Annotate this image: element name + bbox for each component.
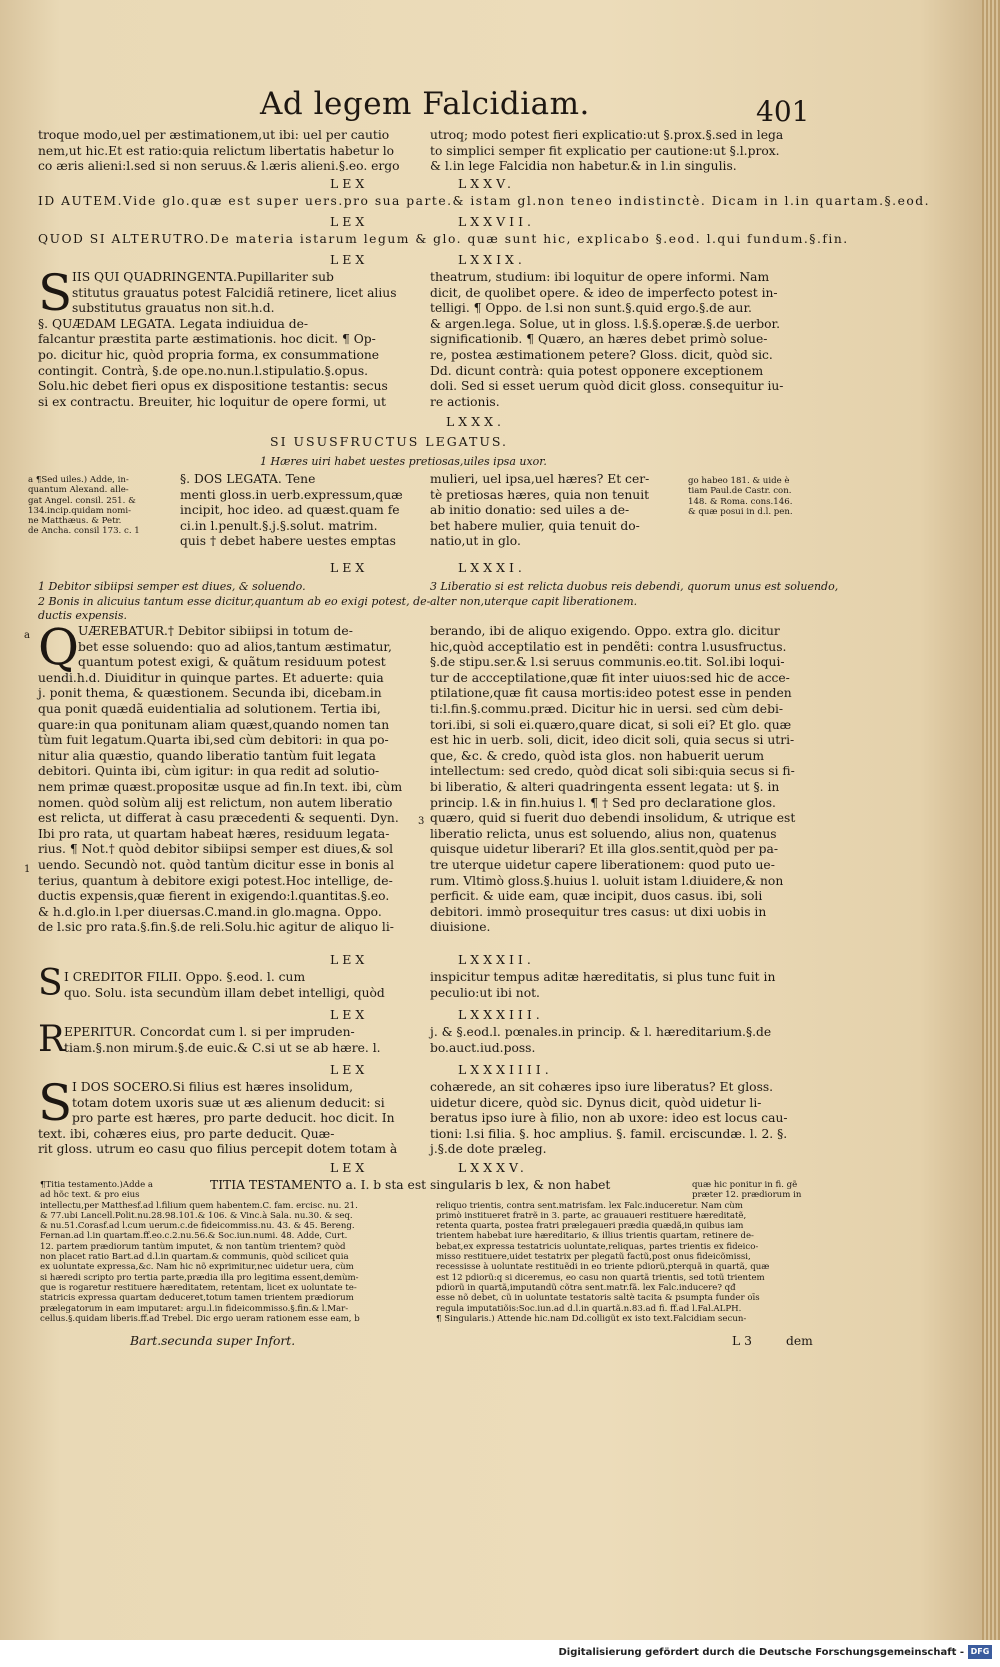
margin-numbers (24, 862, 36, 878)
text-line: tioni: l.si filia. §. hoc amplius. §. famil. erciscundæ. l. 2. §. (430, 1126, 788, 1141)
text-line: tur de accceptilatione,quæ fit inter uiuos:sed hic de acce- (430, 670, 790, 685)
footnote-line: si hæredi scripto pro tertia parte,prædia illa pro legitima essent,demùm- (40, 1272, 359, 1283)
text-line: debitori. Quinta ibi, cùm igitur: in qua redit ad solutio- (38, 764, 380, 779)
summary-left (38, 580, 431, 624)
intro-left (38, 128, 420, 175)
lex-80-col2 (430, 472, 675, 550)
lex-81-left (38, 618, 420, 936)
text-line: cohærede, an sit cohæres ipso iure liberatus? Et gloss. (430, 1080, 774, 1094)
footnote-line: primò institueret fratrẽ in 3. parte, ac grauaueri restituere hæreditatẽ, (436, 1210, 747, 1221)
text-line: §. DOS LEGATA. Tene (180, 472, 316, 486)
text-line: L 3 (732, 1334, 752, 1348)
text-line: tre uterque uidetur capere liberationem: quod puto ue- (430, 857, 775, 872)
text-line: de Ancha. consil 173. c. 1 (28, 526, 140, 537)
text-line: nem,ut hic.Et est ratio:quia relictum libertatis habetur lo (38, 143, 395, 158)
footnote-line: quæ hic ponitur in fi. gẽ (692, 1180, 798, 1190)
text-line: re actionis. (430, 394, 500, 409)
text-line: gat Angel. consil. 251. & (28, 495, 136, 506)
text-line: EPERITUR. Concordat cum l. si per impruden- (64, 1025, 355, 1039)
text-line: UÆREBATUR.† Debitor sibiipsi in totum de- (78, 624, 353, 638)
footnote-line: bebat,ex expressa testatricis uoluntate,reliquas, partes trientis ex fideico- (436, 1241, 759, 1252)
lex-number: LXXXV. (458, 1160, 528, 1175)
footer-credit: Digitalisierung gefördert durch die Deutsche Forschungsgemeinschaft - (558, 1647, 964, 1658)
footnote-line: non placet ratio Bart.ad d.l.in quartam.& communis, quòd scilicet quia (40, 1252, 349, 1263)
page-edge (982, 0, 1000, 1640)
text-line: nomen. quòd solùm alij est relictum, non autem liberatio (38, 795, 393, 810)
footnote-line: regula imputatiõis:Soc.iun.ad d.l.in quartã.n.83.ad fi. ff.ad l.Fal.ALPH. (436, 1303, 742, 1314)
text-line: tiam.§.non mirum.§.de euic.& C.si ut se ab hære. l. (64, 1040, 381, 1055)
text-line: theatrum, studium: ibi loquitur de opere informi. Nam (430, 270, 770, 284)
text-line: substitutus grauatus non sit.h.d. (72, 301, 275, 316)
text-line: utroq; modo potest fieri explicatio:ut §.prox.§.sed in lega (430, 128, 784, 142)
lex-80-col1 (180, 472, 420, 550)
text-line: doli. Sed si esset uerum quòd dicit gloss. consequitur iu- (430, 379, 784, 394)
text-line: menti gloss.in uerb.expressum,quæ (180, 487, 403, 502)
text-line: rum. Vltimò gloss.§.huius l. uoluit istam l.diuidere,& non (430, 873, 784, 888)
footnote-line: ¶ Singularis.) Attende hic.nam Dd.colligũt ex isto text.Falcidiam secun- (436, 1313, 747, 1324)
text-line: & quæ posui in d.l. pen. (688, 506, 793, 517)
text-line: dem (786, 1334, 813, 1348)
footnote-line: prælegatorum in eam imputaret: argu.l.in fideicommisso.§.fin.& l.Mar- (40, 1303, 349, 1314)
text-line: ci.in l.penult.§.j.§.solut. matrim. (180, 518, 378, 533)
text-line: Ibi pro rata, ut quartam habeat hæres, residuum legata- (38, 826, 390, 841)
text-line: j. & §.eod.l. pœnales.in princip. & l. hæreditarium.§.de (430, 1025, 772, 1039)
lex-number: LXXVII. (458, 214, 535, 229)
margin-mark: 3 (418, 816, 425, 827)
text-line: pro parte est hæres, pro parte deducit. hoc dicit. In (72, 1111, 395, 1126)
footnote-line: ¶Titia testamento.)Adde a (40, 1180, 154, 1190)
text-line: I DOS SOCERO.Si filius est hæres insolidum, (72, 1080, 354, 1094)
footnote-line: ex uoluntate expressa,&c. Nam hic nõ exprimitur,nec uidetur uera, cùm (40, 1262, 354, 1273)
text-line: beratus ipso iure à filio, non ab uxore: ideo est locus cau- (430, 1111, 788, 1126)
text-line: nitur alia quæstio, quando liberatio tantùm fuit legata (38, 748, 376, 763)
lex-83-left (38, 1025, 420, 1056)
text-line: princip. l.& in fin.huius l. ¶ † Sed pro declaratione glos. (430, 795, 776, 810)
text-line: hic,quòd acceptilatio est in pendẽti: contra l.ususfructus. (430, 639, 787, 654)
summary-line (260, 454, 820, 470)
lex-heading: LEX (330, 176, 369, 191)
text-line: rit gloss. utrum eo casu quo filius percepit dotem totam à (38, 1142, 398, 1157)
text-line: ptilatione,quæ fit causa mortis:ideo potest esse in penden (430, 686, 792, 701)
text-line: tiam Paul.de Castr. con. (688, 486, 792, 497)
lex-heading: LEX (330, 214, 369, 229)
text-line: quare:in qua ponitunam aliam quæst,quando nomen tan (38, 717, 390, 732)
lex-75-text (38, 194, 931, 210)
rubric: SI USUSFRUCTUS LEGATUS. (270, 434, 508, 449)
footnote-line: misso restituere,uidet testatrix per plegatũ factũ,post onus fideicõmissi, (436, 1252, 751, 1263)
footnote-line: trientem habebat iure hæreditario, & illius trientis quartam, retinere de- (436, 1231, 754, 1242)
margin-note-right (688, 476, 828, 517)
text-line: que, &c. & credo, quòd ista glos. non habuerit uerum (430, 748, 765, 763)
text-line: alter non,uterque capit liberationem. (430, 594, 638, 608)
text-line: terius, quantum à debitore exigi potest.Hoc intellige, de- (38, 873, 393, 888)
lex-heading: LEX (330, 252, 369, 267)
text-line: TITIA TESTAMENTO a. I. b sta est singularis b lex, & non habet (210, 1178, 611, 1192)
drop-cap: S (38, 963, 63, 1004)
text-line: to simplici semper fit explicatio per cautione:ut §.l.prox. (430, 143, 780, 158)
text-line: nem primæ quæst.propositæ usque ad fin.In text. ibi, cùm (38, 779, 403, 794)
lex-heading: LEX (330, 952, 369, 967)
footnote-line: 12. partem prædiorum tantùm imputet, & non tantùm trientem? quòd (40, 1241, 346, 1252)
text-line: bet esse soluendo: quo ad alios,tantum æstimatur, (78, 639, 392, 654)
text-line: berando, ibi de aliquo exigendo. Oppo. extra glo. dicitur (430, 624, 780, 638)
text-line: quantum Alexand. alle- (28, 485, 129, 496)
drop-cap: S (38, 1074, 73, 1132)
text-line: qua ponit quædã euidentialia ad solutionem. Tertia ibi, (38, 701, 381, 716)
text-line: quæro, quid si fuerit duo debendi insolidum, & utrique est (430, 811, 796, 826)
text-line: diuisione. (430, 920, 491, 935)
text-line: bet habere mulier, quia tenuit do- (430, 518, 640, 533)
text-line: 2 Bonis in alicuius tantum esse dicitur,quantum ab eo exigi potest, de- (38, 594, 431, 608)
text-line: mulieri, uel ipsa,uel hæres? Et cer- (430, 472, 650, 486)
text-line: quantum potest exigi, & quãtum residuum potest (78, 655, 386, 670)
text-line: po. dicitur hic, quòd propria forma, ex consummatione (38, 347, 380, 362)
text-line: intellectum: sed credo, quòd dicat soli sibi:quia secus si fi- (430, 764, 795, 779)
text-line: troque modo,uel per æstimationem,ut ibi: uel per cautio (38, 128, 390, 142)
text-line: quisque uidetur liberari? Et illa glos.sentit,quòd per pa- (430, 842, 778, 857)
text-line: 1 Debitor sibiipsi semper est diues, & soluendo. (38, 580, 306, 593)
page-number: 401 (756, 95, 810, 128)
catchword (786, 1334, 826, 1350)
text-line: tori.ibi, si soli ei.quæro,quare dicat, si soli ei? Et glo. quæ (430, 717, 792, 732)
footnote-line: recessisse à uoluntate restituẽdi in eo triente pdiorũ,pterquã in quartã, quæ (436, 1262, 770, 1273)
page-title: Ad legem Falcidiam. (260, 86, 590, 122)
text-line: 1 Hæres uiri habet uestes pretiosas,uiles ipsa uxor. (260, 455, 547, 468)
lex-number: LXXXII. (458, 952, 535, 967)
text-line: contingit. Contrà, §.de ope.no.nun.l.stipulatio.§.opus. (38, 363, 369, 378)
text-line: liberatio relicta, unus est soluendo, alius non, quatenus (430, 826, 777, 841)
text-line: j. ponit thema, & quæstionem. Secunda ibi, dicebam.in (38, 686, 382, 701)
footnote-line: statricis expressa quartam deduceret,totum tamen trientem prædiorum (40, 1293, 354, 1304)
footnote-line: pdiorũ in quartã,imputandũ cõtra sent.matr.fã. lex Falc.inducere? qđ (436, 1282, 736, 1293)
text-line: stitutus grauatus potest Falcidiã retinere, licet alius (72, 285, 397, 300)
text-line: text. ibi, cohæres eius, pro parte deducit. Quæ- (38, 1126, 335, 1141)
text-line: ti:l.fin.§.commu.præd. Dicitur hic in uersi. sed cùm debi- (430, 701, 784, 716)
summary-right (430, 580, 839, 609)
text-line: bo.auct.iud.poss. (430, 1040, 536, 1055)
footnotes-right (436, 1180, 826, 1324)
text-line: telligi. ¶ Oppo. de l.si non sunt.§.quid ergo.§.de aur. (430, 301, 752, 316)
text-line: §.de stipu.ser.& l.si seruus communis.eo.tit. Sol.ibi loqui- (430, 655, 785, 670)
margin-mark: a (24, 630, 30, 641)
text-line: Dd. dicunt contrà: quia potest opponere exceptionem (430, 363, 764, 378)
text-line: natio,ut in glo. (430, 534, 521, 549)
text-line: 3 Liberatio si est relicta duobus reis debendi, quorum unus est soluendo, (430, 580, 839, 593)
text-line: IIS QUI QUADRINGENTA.Pupillariter sub (72, 270, 334, 284)
footnote-line: cellus.§.quidam liberis.ff.ad Trebel. Dic ergo ueram rationem esse eam, b (40, 1313, 360, 1324)
lex-82-left (38, 970, 420, 1001)
text-line: Solu.hic debet fieri opus ex dispositione testantis: secus (38, 379, 388, 394)
lex-heading: LEX (330, 1160, 369, 1175)
text-line: dicit, de quolibet opere. & ideo de imperfecto potest in- (430, 285, 778, 300)
signature-mark (732, 1334, 772, 1350)
lex-79-right (430, 270, 812, 410)
lex-number: LXXXI. (458, 560, 526, 575)
footnote-line: præter 12. prædiorum in (692, 1190, 802, 1201)
lex-83-right (430, 1025, 820, 1056)
lex-82-right (430, 970, 820, 1001)
lex-number: LXXX. (446, 414, 505, 429)
lex-77-text (38, 232, 849, 248)
footnote-line: & 77.ubi Lancell.Polit.nu.28.98.101.& 106. & Vinc.à Sala. nu.30. & seq. (40, 1210, 353, 1221)
lex-81-right (430, 624, 820, 936)
lex-heading: LEX (330, 1062, 369, 1077)
text-line: inspicitur tempus aditæ hæreditatis, si plus tunc fuit in (430, 970, 776, 984)
footnote-line: & nu.51.Corasf.ad l.cum uerum.c.de fideicommiss.nu. 43. & 45. Bereng. (40, 1221, 355, 1232)
text-line: ductis expensis. (38, 609, 128, 623)
text-line: j.§.de dote præleg. (430, 1142, 547, 1157)
lex-number: LXXV. (458, 176, 515, 191)
text-line: I CREDITOR FILII. Oppo. §.eod. l. cum (64, 970, 306, 984)
text-line: bi liberatio, & alteri quadringenta essent legata: ut §. in (430, 779, 780, 794)
text-line: go habeo 181. & uide è (688, 476, 790, 486)
text-line: a ¶Sed uiles.) Adde, in- (28, 475, 129, 485)
text-line: co æris alieni:l.sed si non seruus.& l.æris alieni.§.eo. ergo (38, 159, 400, 174)
text-line: & argen.lega. Solue, ut in gloss. l.§.§.operæ.§.de uerbor. (430, 316, 780, 331)
text-line: falcantur præstita parte æstimationis. hoc dicit. ¶ Op- (38, 332, 376, 347)
text-line: tùm fuit legatum.Quarta ibi,sed cùm debitori: in qua po- (38, 733, 389, 748)
footnote-line: Fernan.ad l.in quartam.ff.eo.c.2.nu.56.& Soc.iun.numi. 48. Adde, Curt. (40, 1231, 348, 1242)
text-line: ne Matthæus. & Petr. (28, 516, 122, 527)
footnote-line: retenta quarta, postea fratri prælegaueri prædia quædã,in quibus iam (436, 1221, 744, 1232)
text-line: totam dotem uxoris suæ ut æs alienum deducit: si (72, 1095, 385, 1110)
text-line: ID AUTEM.Vide glo.quæ est super uers.pro sua parte.& istam gl.non teneo indistinctè. Dicam in l.in quartam.§.eod. (38, 194, 931, 208)
text-line: 134.incip.quidam nomi- (28, 505, 132, 516)
lex-heading: LEX (330, 560, 369, 575)
lex-number: LXXIX. (458, 252, 526, 267)
margin-numbers (24, 628, 36, 644)
lex-heading: LEX (330, 1007, 369, 1022)
text-line: si ex contractu. Breuiter, hic loquitur de opere formi, ut (38, 394, 386, 409)
text-line: rius. ¶ Not.† quòd debitor sibiipsi semper est diues,& sol (38, 842, 394, 857)
footnote-line: ad hõc text. & pro eius (40, 1190, 140, 1201)
footnote-line: esse nõ debet, cũ in uoluntate testatoris saltè tacita & psumpta funder oīs (436, 1293, 760, 1304)
text-line: uendo. Secundò not. quòd tantùm dicitur esse in bonis al (38, 857, 395, 872)
text-line: uendi.h.d. Diuiditur in quinque partes. Et aduerte: quia (38, 670, 384, 685)
text-line: Bart.secunda super Infort. (130, 1334, 296, 1348)
text-line: peculio:ut ibi not. (430, 985, 540, 1000)
running-footer (130, 1334, 430, 1350)
lex-number: LXXXIIII. (458, 1062, 553, 1077)
text-line: & h.d.glo.in l.per diuersas.C.mand.in glo.magna. Oppo. (38, 904, 382, 919)
lex-79-left (38, 264, 420, 410)
text-line: significationib. ¶ Quæro, an hæres debet primò solue- (430, 332, 768, 347)
intro-right (430, 128, 812, 175)
text-line: debitori. immò prosequitur tres casus: ut dixi uobis in (430, 904, 767, 919)
text-line: quo. Solu. ista secundùm illam debet intelligi, quòd (64, 985, 385, 1000)
footnote-line: que is rogaretur restituere hæreditatem, retentam, licet ex uoluntate te- (40, 1282, 357, 1293)
text-line: de l.sic pro rata.§.fin.§.de reli.Solu.hic agitur de aliquo li- (38, 920, 394, 935)
lex-84-right (430, 1080, 820, 1158)
footnotes-left (40, 1180, 430, 1324)
margin-mark: 1 (24, 864, 31, 875)
text-line: incipit, hoc ideo. ad quæst.quam fe (180, 503, 400, 518)
margin-note (28, 475, 168, 537)
text-line: & l.in lege Falcidia non habetur.& in l.in singulis. (430, 159, 737, 174)
drop-cap: Q (38, 618, 79, 676)
text-line: ductis expensis,quæ fierent in exigendo:l.quantitas.§.eo. (38, 889, 390, 904)
text-line: tè pretiosas hæres, quia non tenuit (430, 487, 650, 502)
text-line: uidetur dicere, quòd sic. Dynus dicit, quòd uidetur li- (430, 1095, 762, 1110)
footnote-line: est 12 pdiorũ:q si diceremus, eo casu non quartã trientis, sed totũ trientem (436, 1272, 765, 1283)
text-line: re, postea æstimationem petere? Gloss. dicit, quòd sic. (430, 347, 773, 362)
text-line: perficit. & uide eam, quæ incipit, duos casus. ibi, soli (430, 889, 763, 904)
text-line: 148. & Roma. cons.146. (688, 496, 793, 507)
lex-number: LXXXIII. (458, 1007, 544, 1022)
footnote-line: intellectu,per Matthesf.ad l.filium quem habentem.C. fam. ercisc. nu. 21. (40, 1200, 358, 1211)
text-line: quis † debet habere uestes emptas (180, 534, 396, 549)
dfg-logo: DFG (968, 1645, 992, 1659)
text-line: est hic in uerb. soli, dicit, ideo dicit soli, quia secus si utri- (430, 733, 795, 748)
text-line: QUOD SI ALTERUTRO.De materia istarum legum & glo. quæ sunt hic, explicabo §.eod. l.qui fundum.§.fin. (38, 232, 849, 246)
footnote-line: reliquo trientis, contra sent.matrisfam. lex Falc.induceretur. Nam cùm (436, 1200, 743, 1211)
text-line: ab initio donatio: sed uiles a de- (430, 503, 630, 518)
lex-84-left (38, 1074, 420, 1158)
text-line: §. QUÆDAM LEGATA. Legata indiuidua de- (38, 316, 309, 331)
drop-cap: R (38, 1019, 66, 1060)
drop-cap: S (38, 264, 73, 322)
text-line: est relicta, ut differat à casu præcedenti & sequenti. Dyn. (38, 811, 399, 826)
